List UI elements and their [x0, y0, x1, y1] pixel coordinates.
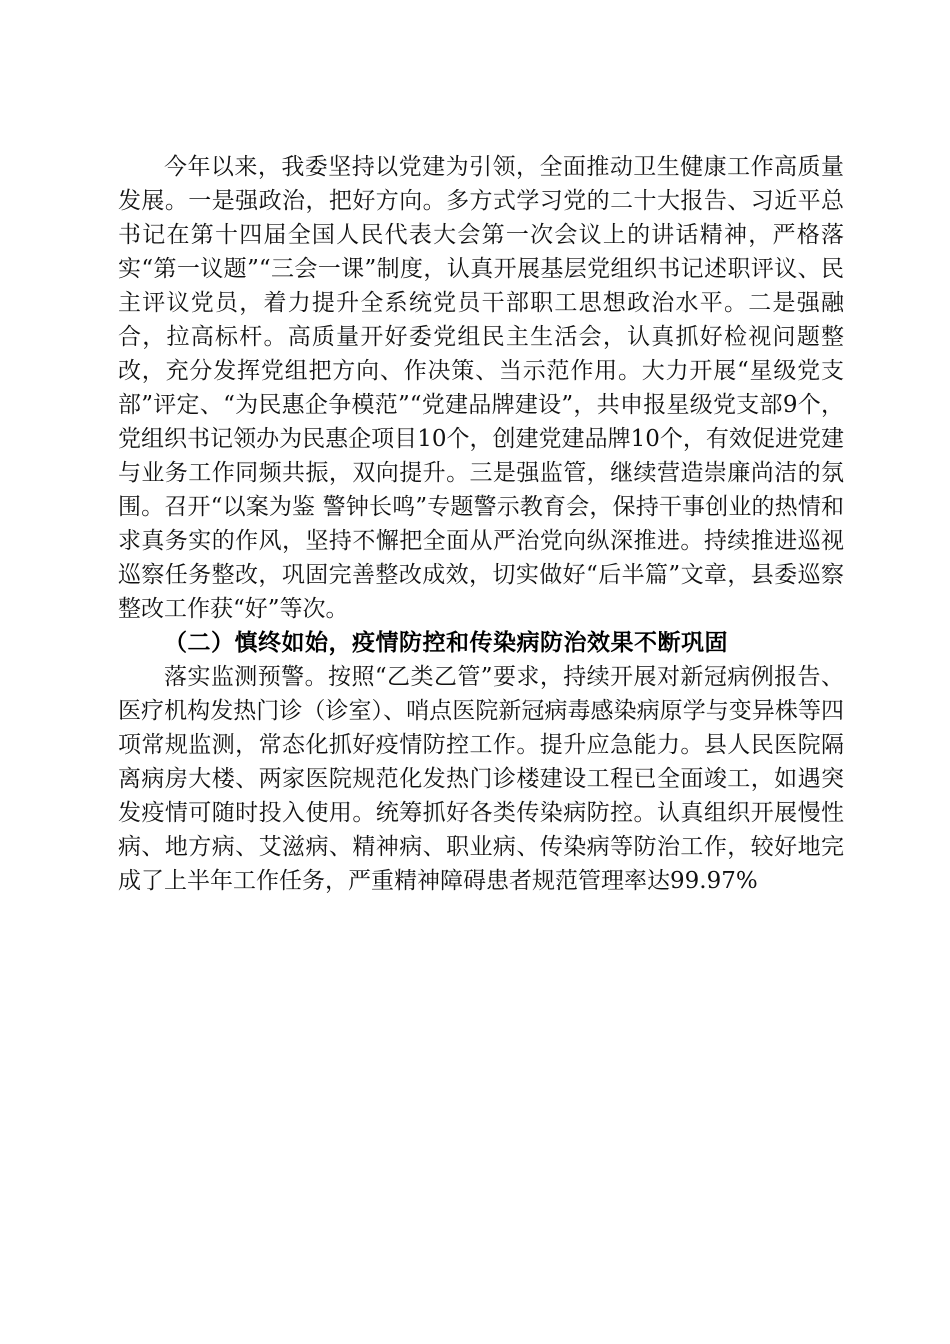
- paragraph-party-building: 今年以来，我委坚持以党建为引领，全面推动卫生健康工作高质量发展。一是强政治，把好方向。多方式学习党的二十大报告、习近平总书记在第十四届全国人民代表大会第一次会议上的讲话精神，严格落实“第一议题”“三会一课”制度，认真开展基层党组织书记述职评议、民主评议党员，着力提升全系统党员干部职工思想政治水平。二是强融合，拉高标杆。高质量开好委党组民主生活会，认真抓好检视问题整改，充分发挥党组把方向、作决策、当示范作用。大力开展“星级党支部”评定、“为民惠企争模范”“党建品牌建设”，共申报星级党支部9个，党组织书记领办为民惠企项目10个，创建党建品牌10个，有效促进党建与业务工作同频共振，双向提升。三是强监管，继续营造崇廉尚洁的氛围。召开“以案为鉴 警钟长鸣”专题警示教育会，保持干事创业的热情和求真务实的作风，坚持不懈把全面从严治党向纵深推进。持续推进巡视巡察任务整改，巩固完善整改成效，切实做好“后半篇”文章，县委巡察整改工作获“好”等次。: [118, 154, 844, 622]
- section-heading-epidemic-control: （二）慎终如始，疫情防控和传染病防治效果不断巩固: [164, 630, 728, 656]
- document-body: [118, 150, 844, 898]
- paragraph-epidemic-control: 落实监测预警。按照“乙类乙管”要求，持续开展对新冠病例报告、医疗机构发热门诊（诊室）、哨点医院新冠病毒感染病原学与变异株等四项常规监测，常态化抓好疫情防控工作。提升应急能力。县人民医院隔离病房大楼、两家医院规范化发热门诊楼建设工程已全面竣工，如遇突发疫情可随时投入使用。统筹抓好各类传染病防控。认真组织开展慢性病、地方病、艾滋病、精神病、职业病、传染病等防治工作，较好地完成了上半年工作任务，严重精神障碍患者规范管理率达99.97%: [118, 664, 844, 894]
